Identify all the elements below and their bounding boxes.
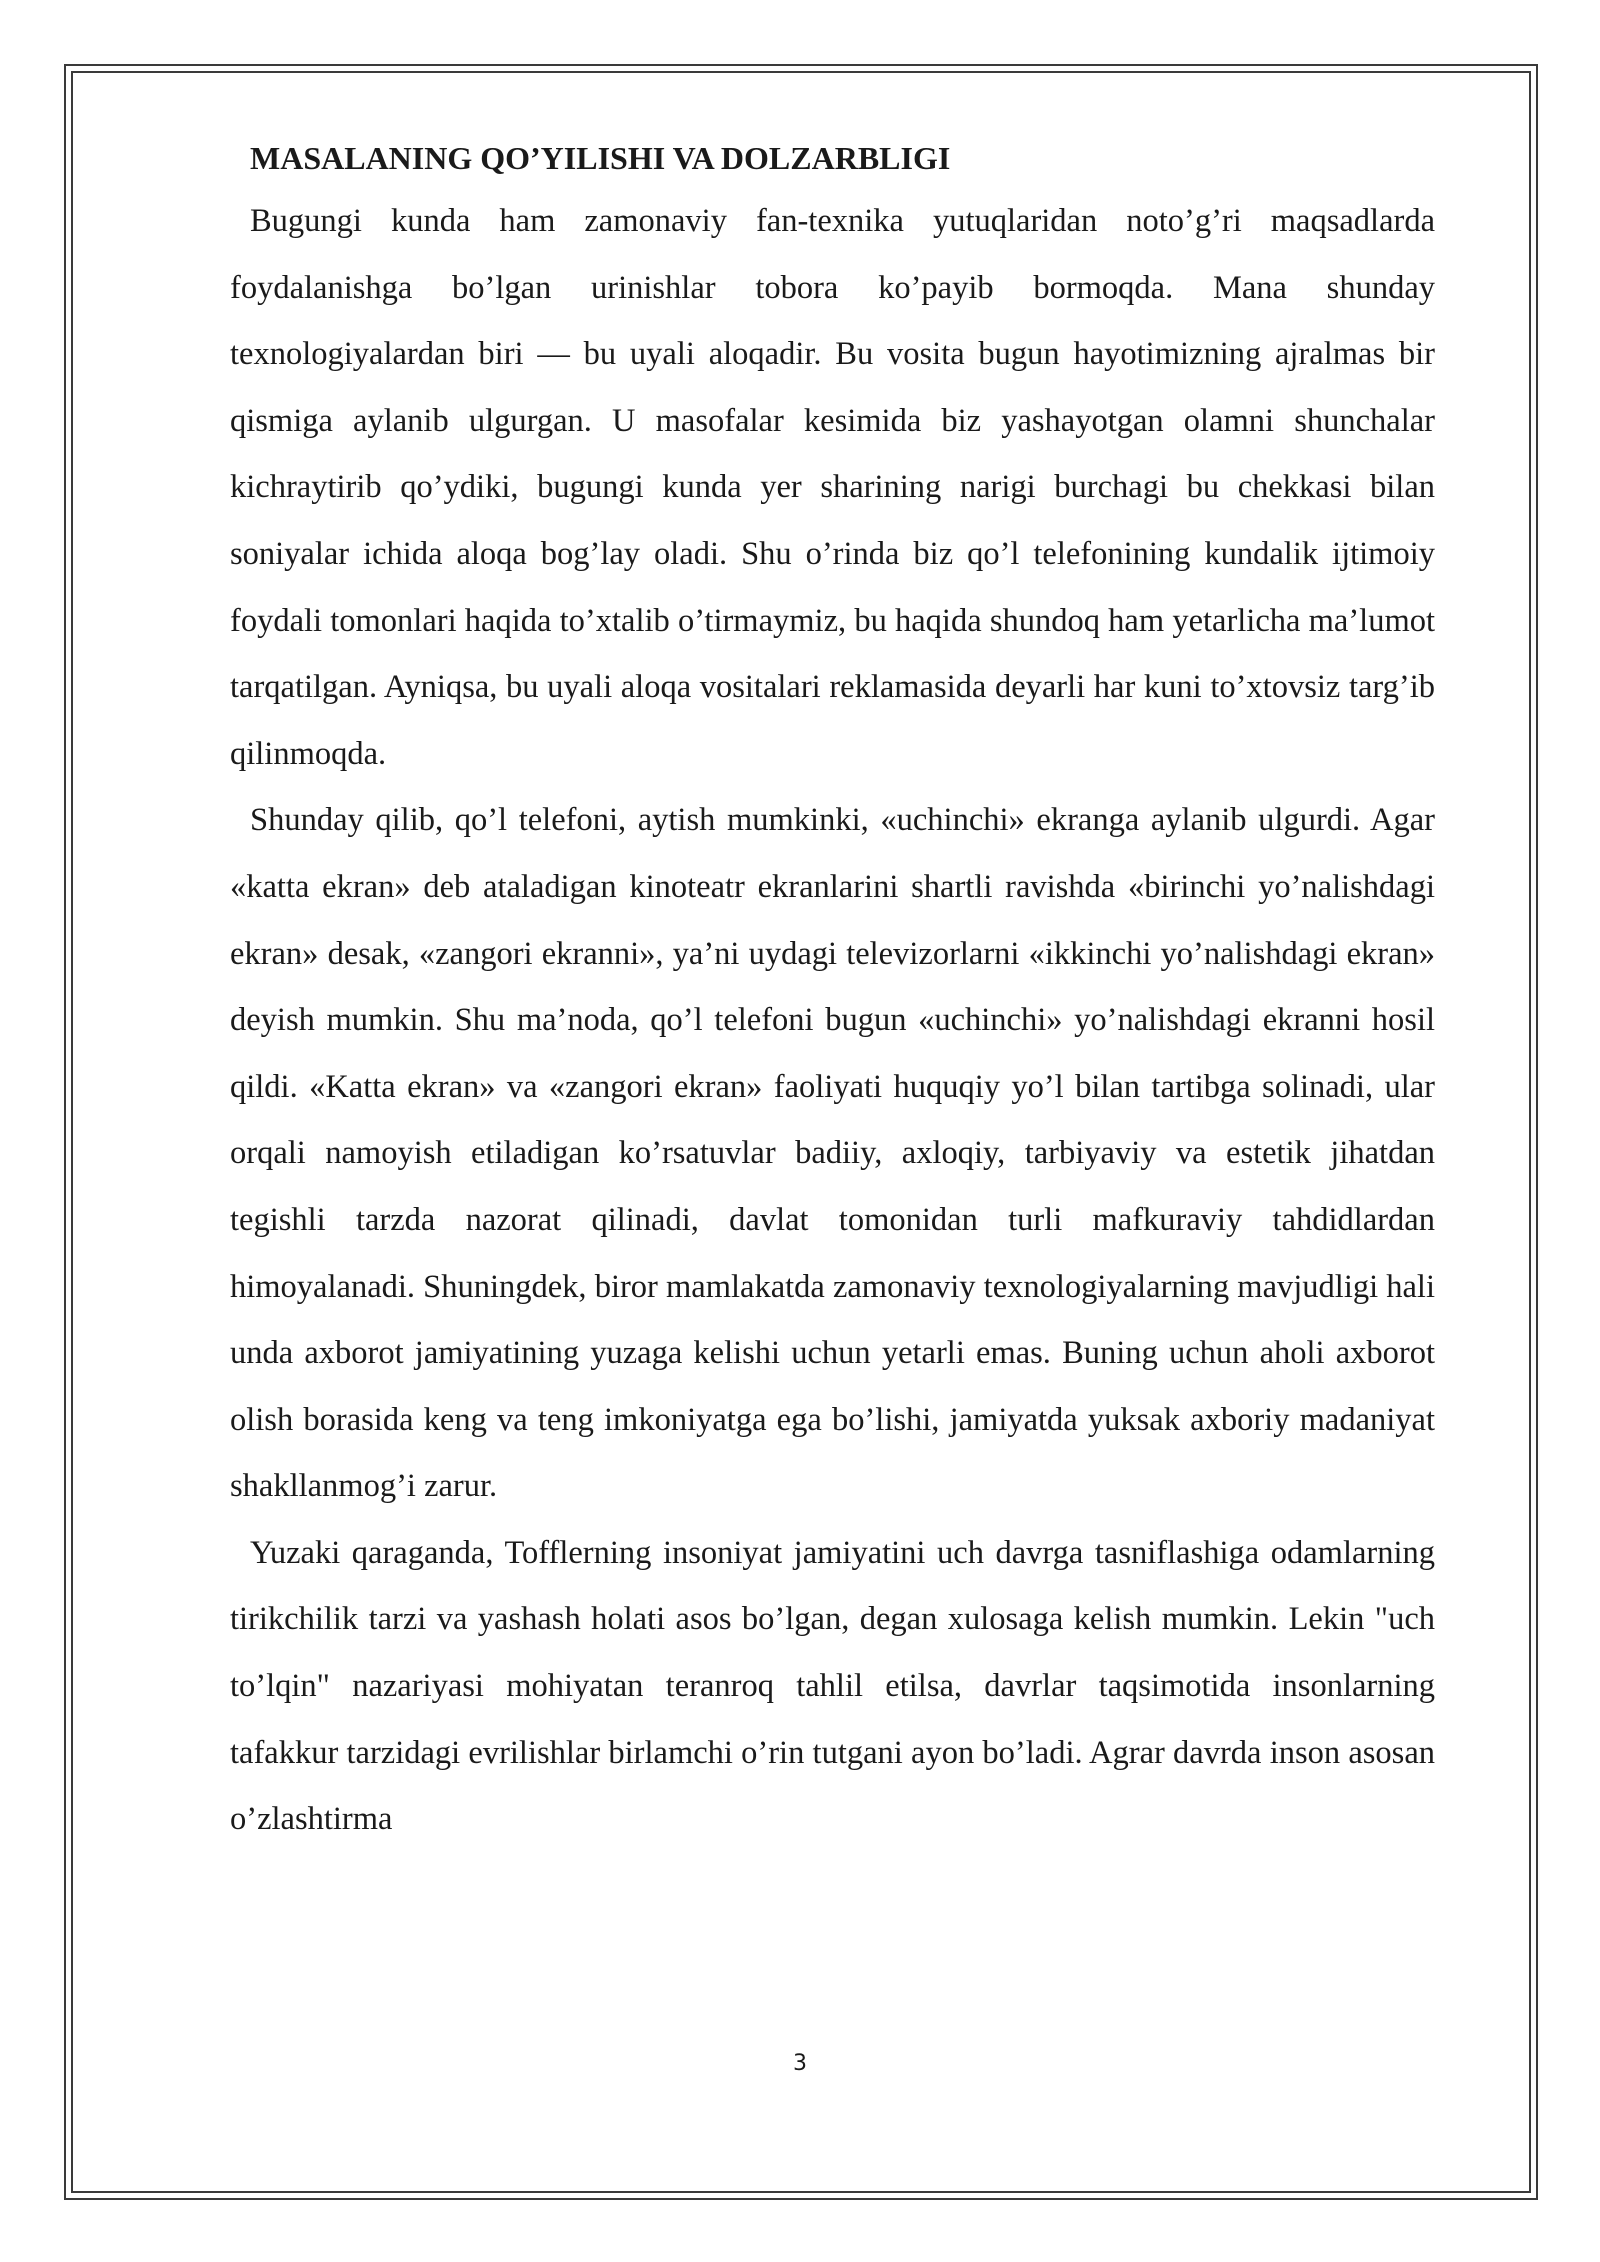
paragraph-2: Shunday qilib, qo’l telefoni, aytish mumkinki, «uchinchi» ekranga aylanib ulgurdi. Agar «katta ekran» deb ataladigan kinoteatr ekranlarini shartli ravishda «birinchi yo’nalishdagi ekran» desak, «zangori ekranni», ya’ni uydagi televizorlarni «ikkinchi yo’nalishdagi ekran» deyish mumkin. Shu ma’noda, qo’l telefoni bugun «uchinchi» yo’nalishdagi ekranni hosil qildi. «Katta ekran» va «zangori ekran» faoliyati huquqiy yo’l bilan tartibga solinadi, ular orqali namoyish etiladigan ko’rsatuvlar badiiy, axloqiy, tarbiyaviy va estetik jihatdan tegishli tarzda nazorat qilinadi, davlat tomonidan turli mafkuraviy tahdidlardan himoyalanadi. Shuningdek, biror mamlakatda zamonaviy texnologiyalarning mavjudligi hali unda axborot jamiyatining yuzaga kelishi uchun yetarli emas. Buning uchun aholi axborot olish borasida keng va teng imkoniyatga ega bo’lishi, jamiyatda yuksak axboriy madaniyat shakllanmog’i zarur. [230,802,1435,1505]
document-body [230,128,1435,1853]
page-number: 3 [793,2051,807,2076]
paragraph-1: Bugungi kunda ham zamonaviy fan-texnika yutuqlaridan noto’g’ri maqsadlarda foydalanishga bo’lgan urinishlar tobora ko’payib bormoqda. Mana shunday texnologiyalardan biri — bu uyali aloqadir. Bu vosita bugun hayotimizning ajralmas bir qismiga aylanib ulgurgan. U masofalar kesimida biz yashayotgan olamni shunchalar kichraytirib qo’ydiki, bugungi kunda yer sharining narigi burchagi bu chekkasi bilan soniyalar ichida aloqa bog’lay oladi. Shu o’rinda biz qo’l telefonining kundalik ijtimoiy foydali tomonlari haqida to’xtalib o’tirmaymiz, bu haqida shundoq ham yetarlicha ma’lumot tarqatilgan. Ayniqsa, bu uyali aloqa vositalari reklamasida deyarli har kuni to’xtovsiz targ’ib qilinmoqda. [230,203,1435,772]
paragraph-3: Yuzaki qaraganda, Tofflerning insoniyat jamiyatini uch davrga tasniflashiga odamlarning tirikchilik tarzi va yashash holati asos bo’lgan, degan xulosaga kelish mumkin. Lekin "uch to’lqin" nazariyasi mohiyatan teranroq tahlil etilsa, davrlar taqsimotida insonlarning tafakkur tarzidagi evrilishlar birlamchi o’rin tutgani ayon bo’ladi. Agrar davrda inson asosan o’zlashtirma [230,1534,1435,1838]
section-title: MASALANING QO’YILISHI VA DOLZARBLIGI [250,140,951,176]
